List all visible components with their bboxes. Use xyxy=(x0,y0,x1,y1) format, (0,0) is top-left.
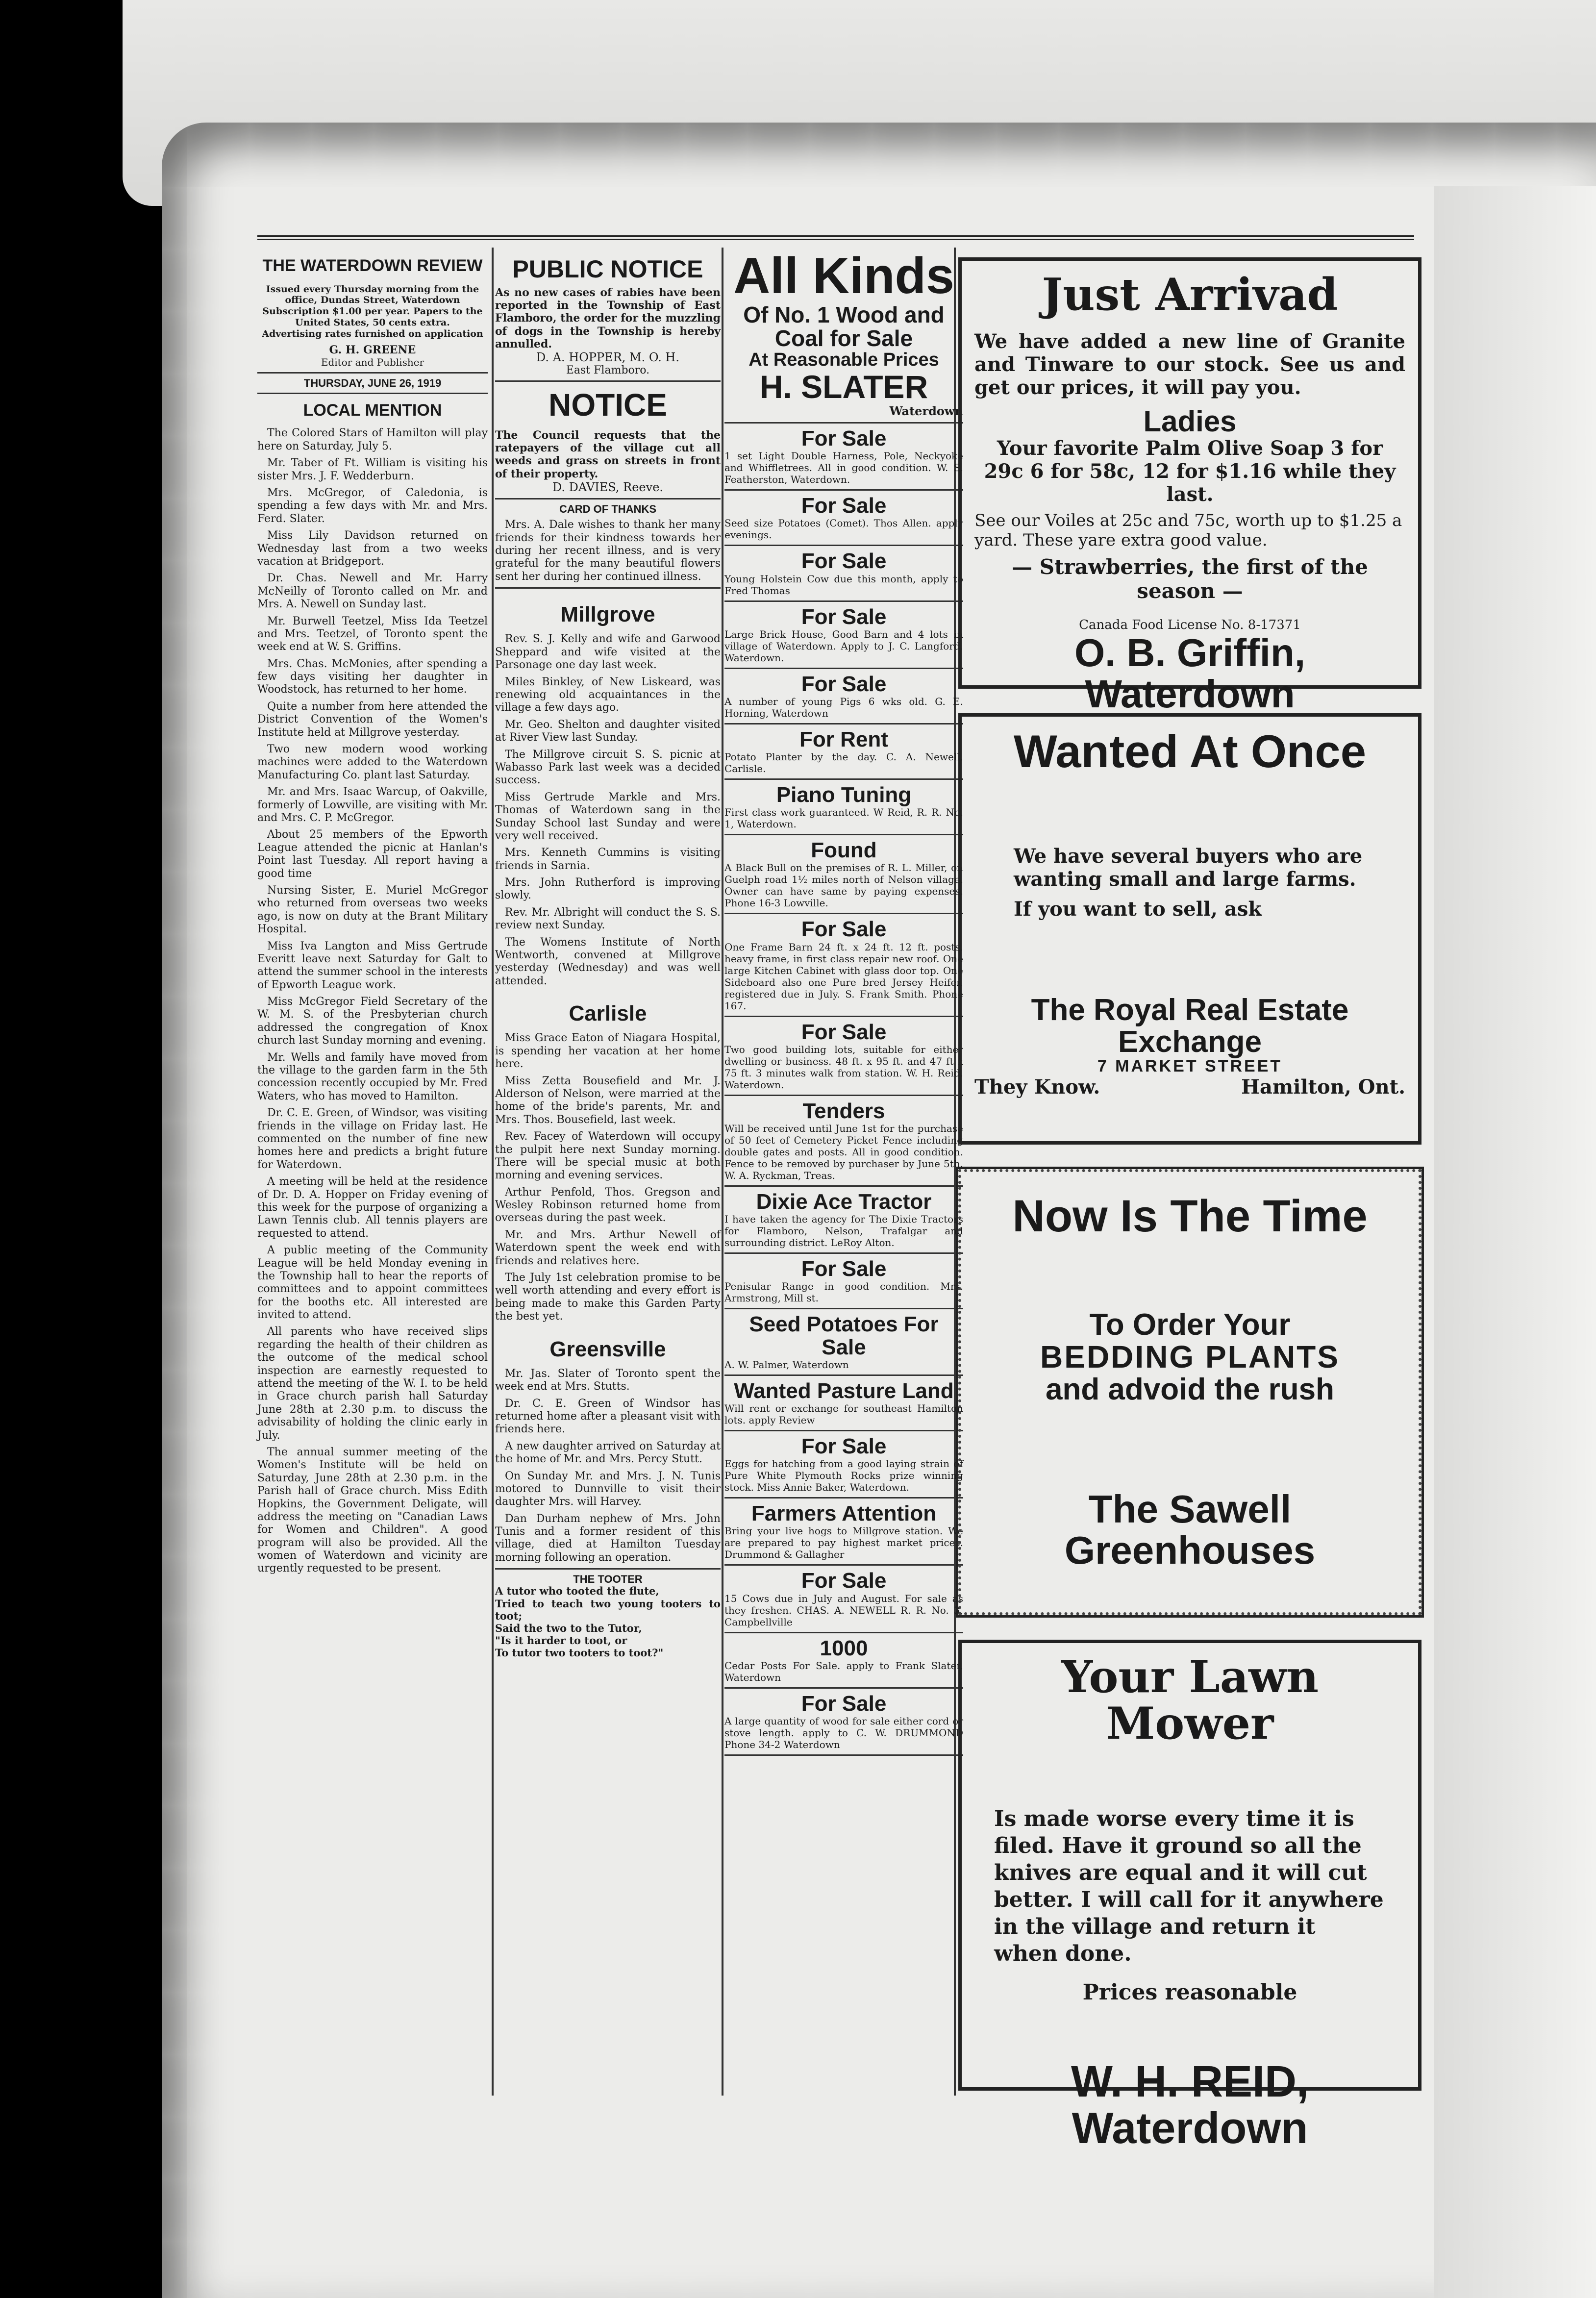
classified-heading: For Sale xyxy=(801,1020,887,1044)
thanks-heading: CARD OF THANKS xyxy=(559,503,656,516)
public-notice-body: As no new cases of rabies have been reported in the Township of East Flamboro, the order for the muzzling of dogs in the Township is hereby annulled. xyxy=(495,286,721,351)
editor-name: G. H. GREENE xyxy=(329,343,416,356)
news-item: All parents who have received slips regarding the health of their children as the outcome of the medical school inspection are earnestly requested to attend the meeting of the W. I. to be held in Grace church parish hall Saturday June 28th at 2.30 p.m. to discuss the advisability of holding the clinic early in July. xyxy=(257,1325,488,1442)
public-notice-place: East Flamboro. xyxy=(566,364,650,377)
scan-margin-right xyxy=(1434,186,1596,2298)
griffin-ad xyxy=(958,257,1421,716)
reid-title: Your Lawn Mower xyxy=(1061,1651,1319,1749)
griffin-body: We have added a new line of Granite and Tinware to our stock. See us and get our prices, it will pay you. xyxy=(974,329,1405,399)
news-item: Mr. Jas. Slater of Toronto spent the week end at Mrs. Stutts. xyxy=(495,1367,721,1393)
classified-text: Seed size Potatoes (Comet). Thos Allen. apply evenings. xyxy=(724,517,963,541)
classified-ad xyxy=(724,1435,963,1499)
notice-signature: D. DAVIES, Reeve. xyxy=(552,480,664,495)
reid-name: W. H. REID, Waterdown xyxy=(1071,2057,1309,2153)
news-item: Dr. C. E. Green of Windsor has returned home after a pleasant visit with friends here. xyxy=(495,1397,721,1436)
wood-ad-title: All Kinds xyxy=(733,248,954,304)
poem-line: "Is it harder to toot, or xyxy=(495,1634,627,1647)
news-item: Mr. Wells and family have moved from the village to the garden farm in the 5th concession recently occupied by Mr. Fred Waters, who has moved to Hamilton. xyxy=(257,1051,488,1102)
classified-ad xyxy=(724,427,963,491)
news-item: Miss Zetta Bousefield and Mr. J. Alderson of Nelson, were married at the home of the bride's parents, Mr. and Mrs. Thos. Bousefield, last week. xyxy=(495,1074,721,1126)
news-item: Miss Grace Eaton of Niagara Hospital, is spending her vacation at her home here. xyxy=(495,1032,721,1071)
classified-heading: For Rent xyxy=(799,727,888,751)
news-item: Mr. Taber of Ft. William is visiting his sister Mrs. J. F. Wedderburn. xyxy=(257,457,488,482)
news-item: Miss Iva Langton and Miss Gertrude Everitt leave next Saturday for Galt to attend the summer school in the interests of Epworth League work. xyxy=(257,940,488,991)
reid-body: Is made worse every time it is filed. Have it ground so all the knives are equal and it will cut better. I will call for it anywhere in the village and return it when done. xyxy=(994,1806,1384,1966)
news-item: The July 1st celebration promise to be well worth attending and every effort is being made to make this Garden Party the best yet. xyxy=(495,1272,721,1323)
classified-ad xyxy=(724,550,963,601)
classified-heading: For Sale xyxy=(801,604,887,629)
notice-heading: NOTICE xyxy=(549,387,667,423)
royal-street: 7 MARKET STREET xyxy=(1097,1056,1283,1075)
classified-heading: For Sale xyxy=(801,1691,887,1716)
column-notices xyxy=(495,248,721,2096)
millgrove-heading: Millgrove xyxy=(560,602,655,627)
wood-ad-name: H. SLATER xyxy=(759,368,928,405)
classified-heading: For Sale xyxy=(801,494,887,518)
classified-ad xyxy=(724,784,963,835)
news-item: Mrs. McGregor, of Caledonia, is spending a few days with Mr. and Mrs. Ferd. Slater. xyxy=(257,487,488,525)
classified-ad xyxy=(724,1021,963,1096)
classified-text: A Black Bull on the premises of R. L. Miller, on Guelph road 1½ miles north of Nelson village. Owner can have same by paying expenses. Phone 16-3 Lowville. xyxy=(724,862,963,909)
news-item: A public meeting of the Community League will be held Monday evening in the Township hall to hear the reports of committees and to appoint committees for the booths etc. All interested are invited to attend. xyxy=(257,1244,488,1322)
classified-text: 1 set Light Double Harness, Pole, Neckyoke and Whiffletrees. All in good condition. W. S. Featherston, Waterdown. xyxy=(724,450,963,486)
classified-ad xyxy=(724,918,963,1017)
masthead-line: Subscription $1.00 per year. Papers to the United States, 50 cents extra. xyxy=(262,306,483,328)
classified-heading: Tenders xyxy=(802,1099,885,1123)
news-item: Mrs. Chas. McMonies, after spending a few days visiting her daughter in Woodstock, has returned to her home. xyxy=(257,657,488,696)
news-item: Miss Lily Davidson returned on Wednesday last from a two weeks vacation at Bridgeport. xyxy=(257,529,488,568)
classified-ad xyxy=(724,1380,963,1431)
classified-ad xyxy=(724,1313,963,1375)
tooter-heading: THE TOOTER xyxy=(573,1573,643,1586)
news-item: Mr. Burwell Teetzel, Miss Ida Teetzel and Mrs. Teetzel, of Toronto spent the week end at W. S. Griffins. xyxy=(257,615,488,653)
griffin-voiles: See our Voiles at 25c and 75c, worth up to $1.25 a yard. These yare extra good value. xyxy=(974,510,1402,550)
news-item: Rev. S. J. Kelly and wife and Garwood Sheppard and wife visited at the Parsonage one day last week. xyxy=(495,633,721,672)
classified-text: Will be received until June 1st for the purchase of 50 feet of Cemetery Picket Fence including double gates and posts. All in good condition. Fence to be removed by purchaser by June 5th. W. A. Ryckman, Treas. xyxy=(724,1123,963,1182)
column-display-ads xyxy=(958,248,1421,2153)
news-item: On Sunday Mr. and Mrs. J. N. Tunis motored to Dunnville to visit their daughter Mrs. will Harvey. xyxy=(495,1470,721,1508)
masthead-line: Issued every Thursday morning from the office, Dundas Street, Waterdown xyxy=(266,283,479,306)
classified-text: Penisular Range in good condition. Mrs. Armstrong, Mill st. xyxy=(724,1280,963,1304)
masthead-line: Advertising rates furnished on application xyxy=(262,328,483,339)
classified-text: Large Brick House, Good Barn and 4 lots in village of Waterdown. Apply to J. C. Langford, Waterdown. xyxy=(724,628,963,664)
editor-title: Editor and Publisher xyxy=(321,356,424,368)
classified-text: Will rent or exchange for southeast Hamilton lots. apply Review xyxy=(724,1402,963,1426)
classified-text: First class work guaranteed. W Reid, R. R. No. 1, Waterdown. xyxy=(724,806,963,830)
classified-ad xyxy=(724,1570,963,1633)
classified-heading: Seed Potatoes For Sale xyxy=(749,1312,939,1359)
royal-ad xyxy=(958,713,1421,1145)
classified-heading: Found xyxy=(811,838,877,863)
classified-heading: Dixie Ace Tractor xyxy=(756,1190,932,1214)
notice-body: The Council requests that the ratepayers of the village cut all weeds and grass on streets in front of their property. xyxy=(495,428,721,480)
griffin-name: O. B. Griffin, Waterdown xyxy=(1074,630,1306,716)
classified-text: Potato Planter by the day. C. A. Newell, Carlisle. xyxy=(724,751,963,775)
news-item: Mrs. John Rutherford is improving slowly. xyxy=(495,876,721,902)
column-classifieds xyxy=(724,248,963,2096)
poem-line: To tutor two tooters to toot?" xyxy=(495,1647,664,1659)
classified-text: Bring your live hogs to Millgrove station. We are prepared to pay highest market prices. Drummond & Gallagher xyxy=(724,1525,963,1561)
classified-heading: For Sale xyxy=(801,426,887,450)
griffin-title: Just Arrivad xyxy=(1042,269,1338,321)
classified-ad xyxy=(724,1258,963,1309)
classified-ad xyxy=(724,1191,963,1254)
classified-ad xyxy=(724,1100,963,1187)
sawell-ad xyxy=(958,1169,1421,1615)
classified-text: A. W. Palmer, Waterdown xyxy=(724,1358,849,1371)
reid-prices: Prices reasonable xyxy=(1082,1980,1297,2005)
royal-city: Hamilton, Ont. xyxy=(1241,1075,1405,1099)
classified-ad xyxy=(724,673,963,724)
classified-text: I have taken the agency for The Dixie Tractors for Flamboro, Nelson, Trafalgar and surrounding district. LeRoy Alton. xyxy=(724,1213,963,1249)
griffin-strawberries: — Strawberries, the first of the season — xyxy=(1012,554,1368,603)
poem-line: A tutor who tooted the flute, xyxy=(495,1585,659,1598)
classified-ad xyxy=(724,839,963,914)
classified-heading: For Sale xyxy=(801,917,887,942)
royal-body: We have several buyers who are wanting small and large farms. xyxy=(1014,844,1363,891)
griffin-license: Canada Food License No. 8-17371 xyxy=(1079,617,1301,632)
classified-text: One Frame Barn 24 ft. x 24 ft. 12 ft. posts, heavy frame, in first class repair new roof. One large Kitchen Cabinet with glass door top. One Sideboard also one Pure bred Jersey Heifer, registered due in July. S. Frank Smith. Phone 167. xyxy=(724,941,963,1012)
news-item: Mr. and Mrs. Isaac Warcup, of Oakville, formerly of Lowville, are visiting with Mr. and Mrs. C. P. McGregor. xyxy=(257,786,488,824)
news-item: A meeting will be held at the residence of Dr. D. A. Hopper on Friday evening of this week for the purpose of organizing a Lawn Tennis club. All tennis players are requested to attend. xyxy=(257,1175,488,1240)
classified-text: Cedar Posts For Sale. apply to Frank Slater, Waterdown xyxy=(724,1659,963,1683)
wood-ad-line: At Reasonable Prices xyxy=(748,349,939,370)
classified-ad xyxy=(724,1693,963,1756)
column-divider xyxy=(492,248,494,2096)
news-item: Mrs. Kenneth Cummins is visiting friends in Sarnia. xyxy=(495,847,721,872)
news-item: Quite a number from here attended the District Convention of the Women's Institute held at Millgrove yesterday. xyxy=(257,700,488,739)
royal-name: The Royal Real Estate Exchange xyxy=(1031,993,1349,1059)
news-item: Dr. Chas. Newell and Mr. Harry McNeilly of Toronto called on Mr. and Mrs. A. Newell on Sunday last. xyxy=(257,572,488,611)
news-item: Miles Binkley, of New Liskeard, was renewing old acquaintances in the village a few days ago. xyxy=(495,675,721,714)
royal-ask: If you want to sell, ask xyxy=(1014,897,1262,921)
classified-ad xyxy=(724,495,963,546)
local-paragraphs xyxy=(257,427,488,1575)
royal-title: Wanted At Once xyxy=(1014,725,1366,777)
classified-text: Eggs for hatching from a good laying strain of Pure White Plymouth Rocks prize winning stock. Miss Annie Baker, Waterdown. xyxy=(724,1458,963,1494)
public-notice-heading: PUBLIC NOTICE xyxy=(512,255,703,283)
news-item: A new daughter arrived on Saturday at the home of Mr. and Mrs. Percy Stutt. xyxy=(495,1440,721,1466)
thanks-body: Mrs. A. Dale wishes to thank her many friends for their kindness towards her during her recent illness, and is very grateful for the many beautiful flowers sent her during her continued illness. xyxy=(495,519,721,583)
griffin-ladies: Ladies xyxy=(1143,404,1237,438)
classified-ad xyxy=(724,1502,963,1566)
classified-heading: Farmers Attention xyxy=(751,1501,937,1526)
classified-list xyxy=(724,427,963,1756)
column-local xyxy=(257,248,488,2096)
news-item: Rev. Facey of Waterdown will occupy the pulpit here next Sunday morning. There will be special music at both morning and evening services. xyxy=(495,1130,721,1182)
local-heading: LOCAL MENTION xyxy=(303,400,442,420)
classified-text: A number of young Pigs 6 wks old. G. E. Horning, Waterdown xyxy=(724,695,963,719)
classified-text: Two good building lots, suitable for either dwelling or business. 48 ft. x 95 ft. and 47 ft x 75 ft. 3 minutes walk from station. W. H. Reid, Waterdown. xyxy=(724,1043,963,1091)
classified-heading: Piano Tuning xyxy=(776,783,912,807)
classified-ad xyxy=(724,1637,963,1689)
poem-line: Tried to teach two young tooters to toot; xyxy=(495,1597,721,1622)
news-item: Rev. Mr. Albright will conduct the S. S. review next Sunday. xyxy=(495,906,721,932)
classified-heading: For Sale xyxy=(801,672,887,696)
news-item: About 25 members of the Epworth League attended the picnic at Hanlan's Point last Tuesday. All report having a good time xyxy=(257,828,488,880)
reid-ad xyxy=(958,1640,1421,2153)
news-item: Two new modern wood working machines were added to the Waterdown Manufacturing Co. plant last Saturday. xyxy=(257,743,488,781)
issue-date: THURSDAY, JUNE 26, 1919 xyxy=(303,376,442,389)
classified-heading: For Sale xyxy=(801,1257,887,1281)
poem-line: Said the two to the Tutor, xyxy=(495,1622,642,1634)
top-rule xyxy=(257,235,1414,240)
classified-heading: Wanted Pasture Land xyxy=(734,1378,954,1403)
sawell-line: BEDDING PLANTS xyxy=(1040,1339,1340,1374)
masthead-title: THE WATERDOWN REVIEW xyxy=(262,256,483,275)
news-item: The Colored Stars of Hamilton will play here on Saturday, July 5. xyxy=(257,427,488,452)
news-item: Dr. C. E. Green, of Windsor, was visiting friends in the village on Friday last. He commented on the number of fine new homes here and predicts a bright future for Waterdown. xyxy=(257,1107,488,1171)
classified-ad xyxy=(724,728,963,780)
classified-text: Young Holstein Cow due this month, apply to Fred Thomas xyxy=(724,573,963,597)
classified-ad xyxy=(724,606,963,669)
classified-text: 15 Cows due in July and August. For sale as they freshen. CHAS. A. NEWELL R. R. No. 3, Campbellville xyxy=(724,1592,963,1628)
news-item: The Millgrove circuit S. S. picnic at Wabasso Park last week was a decided success. xyxy=(495,748,721,787)
news-item: Mr. and Mrs. Arthur Newell of Waterdown spent the week end with friends and relatives here. xyxy=(495,1228,721,1267)
carlisle-heading: Carlisle xyxy=(569,1001,647,1026)
news-item: Dan Durham nephew of Mrs. John Tunis and a former resident of this village, died at Hamilton Tuesday morning following an operation. xyxy=(495,1512,721,1564)
classified-heading: For Sale xyxy=(801,549,887,574)
classified-text: A large quantity of wood for sale either cord or stove length. apply to C. W. DRUMMOND Phone 34-2 Waterdown xyxy=(724,1715,963,1750)
column-divider xyxy=(722,248,723,2096)
news-item: Arthur Penfold, Thos. Gregson and Wesley Robinson returned home from overseas during the past week. xyxy=(495,1186,721,1224)
public-notice-signature: D. A. HOPPER, M. O. H. xyxy=(536,350,679,365)
news-item: The Womens Institute of North Wentworth, convened at Millgrove yesterday (Wednesday) and was well attended. xyxy=(495,936,721,987)
sawell-title: Now Is The Time xyxy=(1012,1191,1368,1241)
sawell-line: To Order Your xyxy=(1089,1307,1291,1342)
news-item: Miss Gertrude Markle and Mrs. Thomas of Waterdown sang in the Sunday School last Sunday and were very well received. xyxy=(495,791,721,842)
royal-tagline: They Know. xyxy=(974,1075,1100,1099)
griffin-soap: Your favorite Palm Olive Soap 3 for 29c 6 for 58c, 12 for $1.16 while they last. xyxy=(984,436,1396,506)
news-item: Miss McGregor Field Secretary of the W. M. S. of the Presbyterian church addressed the congregation of Knox church last Sunday morning and evening. xyxy=(257,996,488,1047)
news-item: Mr. Geo. Shelton and daughter visited at River View last Sunday. xyxy=(495,718,721,744)
wood-ad-line: Coal for Sale xyxy=(774,325,913,351)
wood-ad-line: Of No. 1 Wood and xyxy=(743,302,945,328)
wood-ad-place: Waterdown xyxy=(889,403,963,418)
sawell-line: and advoid the rush xyxy=(1045,1372,1335,1406)
classified-heading: For Sale xyxy=(801,1569,887,1593)
news-item: Nursing Sister, E. Muriel McGregor who returned from overseas two weeks ago, is now on duty at the Brant Military Hospital. xyxy=(257,884,488,936)
news-item: The annual summer meeting of the Women's Institute will be held on Saturday, June 28th at 2.30 p.m. in the Parish hall of Grace church. Miss Edith Hopkins, the Government Deligate, will address the meeting on "Canadian Laws for Women and Children". A good program will also be provided. All the women of Waterdown and vicinity are urgently requested to be present. xyxy=(257,1446,488,1575)
sawell-name: The Sawell Greenhouses xyxy=(1064,1487,1316,1572)
classified-heading: 1000 xyxy=(820,1636,868,1660)
classified-heading: For Sale xyxy=(801,1434,887,1458)
greensville-heading: Greensville xyxy=(549,1337,666,1361)
